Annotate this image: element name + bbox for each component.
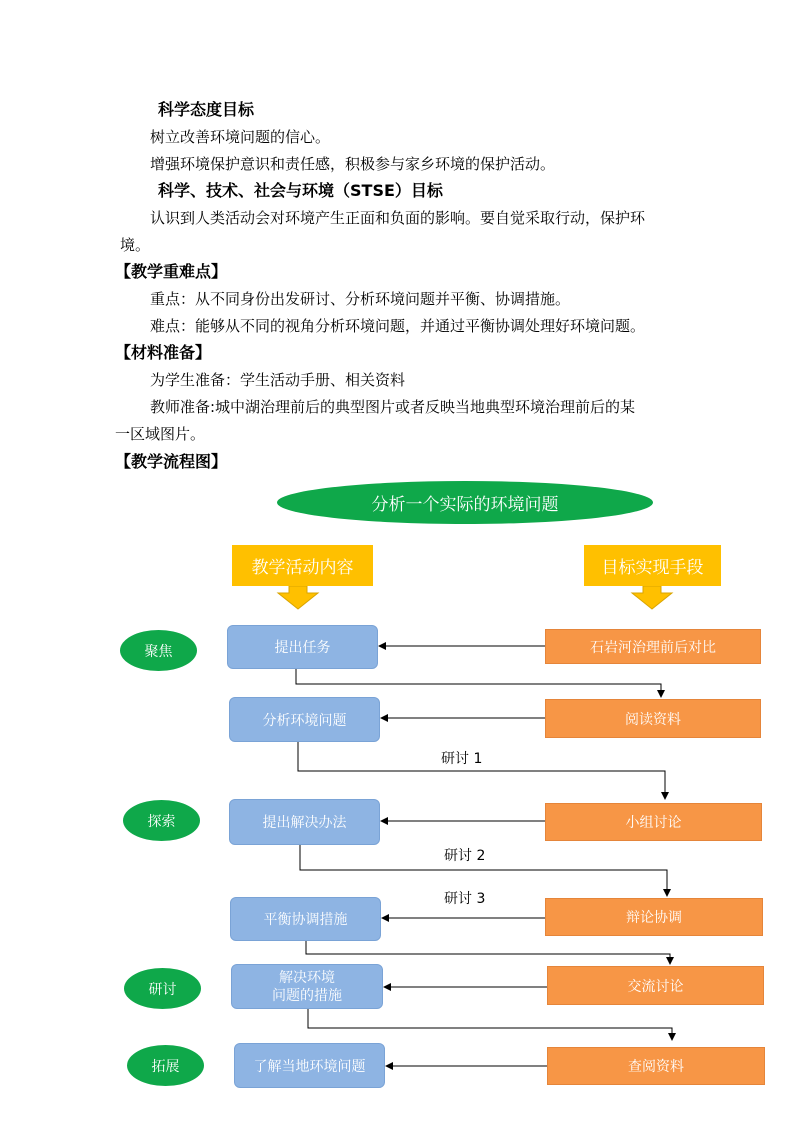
activity-propose-solution: 提出解决办法 (229, 799, 380, 845)
flowchart-heading: 【教学流程图】 (115, 452, 228, 471)
key-point: 重点：从不同身份出发研讨、分析环境问题并平衡、协调措施。 (150, 290, 571, 308)
means-group-discussion: 小组讨论 (545, 803, 762, 841)
down-arrow-right (632, 586, 672, 609)
difficult-point: 难点：能够从不同的视角分析环境问题，并通过平衡协调处理好环境问题。 (150, 317, 646, 335)
means-debate: 辩论协调 (545, 898, 763, 936)
key-difficulty-heading: 【教学重难点】 (115, 262, 228, 281)
stse-line-1: 认识到人类活动会对环境产生正面和负面的影响。要自觉采取行动，保护环 (150, 209, 646, 227)
label-discussion-3: 研讨 3 (444, 891, 486, 907)
stage-focus: 聚焦 (120, 630, 197, 671)
activity-propose-task: 提出任务 (227, 625, 378, 669)
means-consult: 查阅资料 (547, 1047, 765, 1085)
connector-5 (308, 1009, 672, 1040)
student-prep: 为学生准备：学生活动手册、相关资料 (150, 371, 406, 389)
means-read-materials: 阅读资料 (545, 699, 761, 738)
flowchart-title: 分析一个实际的环境问题 (277, 481, 653, 524)
teacher-prep-line-1: 教师准备:城中湖治理前后的典型图片或者反映当地典型环境治理前后的某 (150, 398, 636, 416)
label-discussion-1: 研讨 1 (441, 751, 483, 767)
stse-heading: 科学、技术、社会与环境（STSE）目标 (158, 181, 443, 200)
stage-explore: 探索 (123, 800, 200, 841)
header-teaching-content: 教学活动内容 (232, 545, 373, 586)
activity-solve-measures-line1: 解决环境 (279, 969, 335, 986)
teacher-prep-line-2: 一区域图片。 (115, 425, 206, 443)
label-discussion-2: 研讨 2 (444, 848, 486, 864)
activity-solve-measures-line2: 问题的措施 (272, 987, 342, 1004)
connector-4 (306, 941, 670, 964)
activity-analyze-problem: 分析环境问题 (229, 697, 380, 742)
materials-heading: 【材料准备】 (115, 343, 212, 362)
connector-1 (296, 669, 661, 697)
attitude-line-1: 树立改善环境问题的信心。 (150, 128, 331, 146)
means-exchange: 交流讨论 (547, 966, 764, 1005)
header-goal-means: 目标实现手段 (584, 545, 721, 586)
attitude-heading: 科学态度目标 (158, 100, 255, 119)
means-river-compare: 石岩河治理前后对比 (545, 629, 761, 664)
attitude-line-2: 增强环境保护意识和责任感，积极参与家乡环境的保护活动。 (150, 155, 556, 173)
stage-discuss: 研讨 (124, 968, 201, 1009)
activity-local-problem: 了解当地环境问题 (234, 1043, 385, 1088)
stse-line-2: 境。 (120, 236, 151, 254)
activity-solve-measures (231, 964, 383, 1009)
stage-extend: 拓展 (127, 1045, 204, 1086)
activity-balance-measures: 平衡协调措施 (230, 897, 381, 941)
down-arrow-left (278, 586, 318, 609)
